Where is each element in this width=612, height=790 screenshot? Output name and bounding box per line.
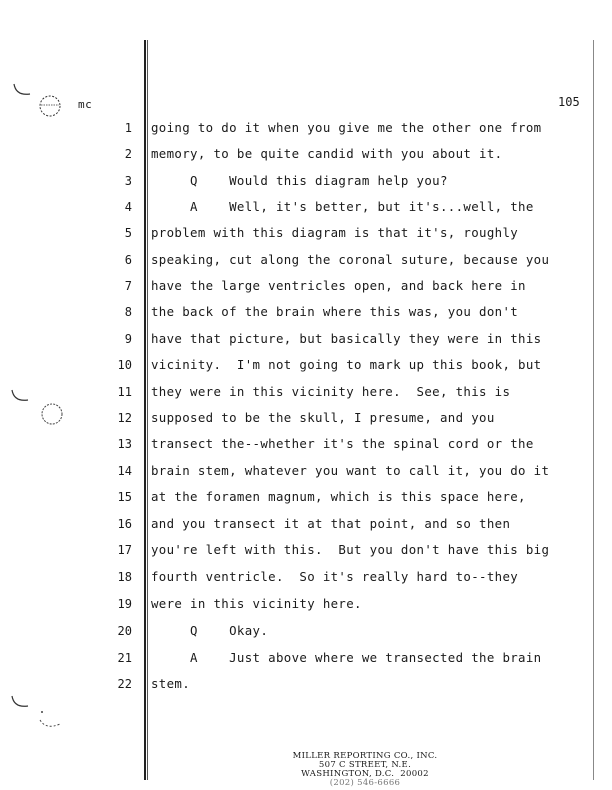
page-number: 105 bbox=[558, 95, 580, 109]
transcript-line: going to do it when you give me the other one from bbox=[151, 120, 542, 135]
line-number: 19 bbox=[117, 597, 132, 611]
line-number: 5 bbox=[124, 226, 132, 240]
line-number: 15 bbox=[117, 490, 132, 504]
transcript-line: supposed to be the skull, I presume, and you bbox=[151, 410, 495, 425]
transcript-line: have the large ventricles open, and back here in bbox=[151, 278, 526, 293]
transcript-line: they were in this vicinity here. See, this is bbox=[151, 384, 511, 399]
line-number: 14 bbox=[117, 464, 132, 478]
line-number: 16 bbox=[117, 517, 132, 531]
footer-company: MILLER REPORTING CO., INC. bbox=[292, 751, 438, 761]
transcript-line: were in this vicinity here. bbox=[151, 596, 362, 611]
margin-rule-inner bbox=[147, 40, 148, 780]
margin-rule-outer bbox=[144, 40, 146, 780]
line-number: 20 bbox=[117, 624, 132, 638]
line-number: 21 bbox=[117, 651, 132, 665]
transcript-line: at the foramen magnum, which is this space here, bbox=[151, 489, 526, 504]
reporter-initials: mc bbox=[78, 98, 93, 111]
line-number: 1 bbox=[124, 121, 132, 135]
line-number: 11 bbox=[117, 385, 132, 399]
transcript-line: Q Okay. bbox=[151, 623, 269, 638]
line-number: 12 bbox=[117, 411, 132, 425]
line-number: 8 bbox=[124, 305, 132, 319]
line-number: 9 bbox=[124, 332, 132, 346]
transcript-line: have that picture, but basically they were in this bbox=[151, 331, 542, 346]
footer-street: 507 C STREET, N.E. bbox=[318, 760, 412, 770]
line-number: 2 bbox=[124, 147, 132, 161]
transcript-line: and you transect it at that point, and so then bbox=[151, 516, 511, 531]
transcript-line: brain stem, whatever you want to call it, you do it bbox=[151, 463, 550, 478]
transcript-line: memory, to be quite candid with you about it. bbox=[151, 146, 503, 161]
transcript-line: A Well, it's better, but it's...well, the bbox=[151, 199, 534, 214]
footer-phone: (202) 546-6666 bbox=[329, 778, 401, 788]
line-number: 17 bbox=[117, 543, 132, 557]
transcript-line: Q Would this diagram help you? bbox=[151, 173, 448, 188]
transcript-line: transect the--whether it's the spinal cord or the bbox=[151, 436, 534, 451]
transcript-line: stem. bbox=[151, 676, 191, 691]
binder-hole-icon bbox=[10, 78, 70, 118]
right-margin-rule bbox=[593, 40, 594, 780]
reporter-footer bbox=[220, 751, 510, 788]
line-number: 6 bbox=[124, 253, 132, 267]
binder-hole-icon bbox=[8, 690, 68, 734]
transcript-line: vicinity. I'm not going to mark up this book, but bbox=[151, 357, 542, 372]
line-number: 3 bbox=[124, 174, 132, 188]
transcript-line: problem with this diagram is that it's, roughly bbox=[151, 225, 519, 240]
line-number: 7 bbox=[124, 279, 132, 293]
line-number: 4 bbox=[124, 200, 132, 214]
binder-hole-icon bbox=[8, 384, 68, 428]
transcript-line: you're left with this. But you don't have this big bbox=[151, 542, 550, 557]
line-number: 13 bbox=[117, 437, 132, 451]
line-number: 18 bbox=[117, 570, 132, 584]
transcript-line: fourth ventricle. So it's really hard to--they bbox=[151, 569, 519, 584]
transcript-line: the back of the brain where this was, you don't bbox=[151, 304, 519, 319]
transcript-line: A Just above where we transected the brain bbox=[151, 650, 542, 665]
transcript-line: speaking, cut along the coronal suture, because you bbox=[151, 252, 550, 267]
line-number: 10 bbox=[117, 358, 132, 372]
footer-city: WASHINGTON, D.C. 20002 bbox=[301, 769, 429, 779]
line-number: 22 bbox=[117, 677, 132, 691]
